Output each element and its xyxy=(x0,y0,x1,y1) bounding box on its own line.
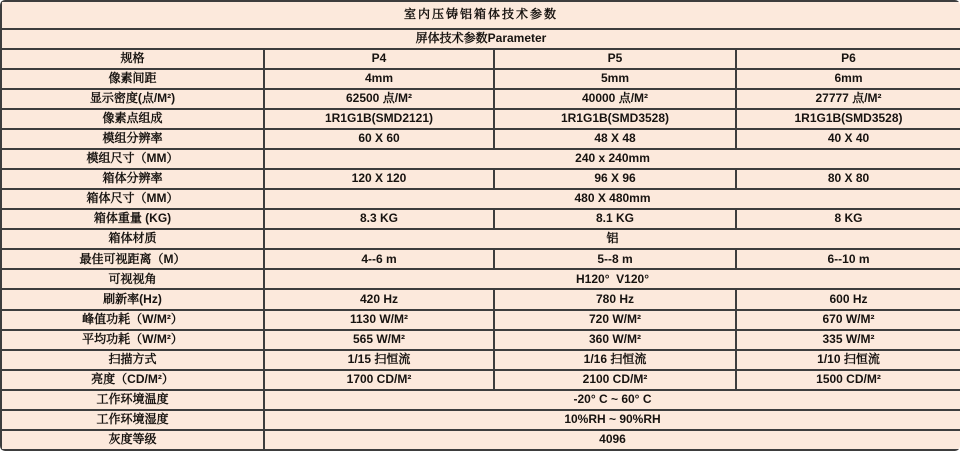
cell-p5: 5mm xyxy=(494,69,736,89)
cell-p4: 4mm xyxy=(264,69,494,89)
table-title-row xyxy=(1,1,960,29)
cell-merged: 铝 xyxy=(264,229,960,249)
table-row xyxy=(1,169,960,189)
table-row xyxy=(1,229,960,249)
cell-p4: 62500 点/M² xyxy=(264,89,494,109)
table-row xyxy=(1,269,960,289)
table-row xyxy=(1,89,960,109)
column-header-p6: P6 xyxy=(736,49,960,69)
cell-p6: 1500 CD/M² xyxy=(736,370,960,390)
cell-p4: 1/15 扫恒流 xyxy=(264,350,494,370)
cell-p4: 8.3 KG xyxy=(264,209,494,229)
cell-p4: 1R1G1B(SMD2121) xyxy=(264,109,494,129)
table-row xyxy=(1,410,960,430)
cell-p6: 335 W/M² xyxy=(736,330,960,350)
cell-p6: 40 X 40 xyxy=(736,129,960,149)
cell-p5: 8.1 KG xyxy=(494,209,736,229)
table-row xyxy=(1,430,960,450)
row-label: 工作环境温度 xyxy=(1,390,264,410)
column-header-spec: 规格 xyxy=(1,49,264,69)
row-label: 工作环境湿度 xyxy=(1,410,264,430)
table-subtitle: 屏体技术参数Parameter xyxy=(1,29,960,49)
row-label: 像素间距 xyxy=(1,69,264,89)
column-header-p5: P5 xyxy=(494,49,736,69)
table-row xyxy=(1,189,960,209)
cell-p5: 780 Hz xyxy=(494,289,736,309)
cell-p5: 48 X 48 xyxy=(494,129,736,149)
cell-p4: 420 Hz xyxy=(264,289,494,309)
table-row xyxy=(1,330,960,350)
row-label: 可视视角 xyxy=(1,269,264,289)
table-row xyxy=(1,249,960,269)
cell-p5: 1/16 扫恒流 xyxy=(494,350,736,370)
cell-p6: 6--10 m xyxy=(736,249,960,269)
cell-p6: 8 KG xyxy=(736,209,960,229)
cell-merged: 480 X 480mm xyxy=(264,189,960,209)
table-header-row xyxy=(1,49,960,69)
table-row xyxy=(1,69,960,89)
row-label: 模组分辨率 xyxy=(1,129,264,149)
row-label: 亮度（CD/M²） xyxy=(1,370,264,390)
page-title: 室内压铸铝箱体技术参数 xyxy=(1,1,960,29)
cell-p6: 6mm xyxy=(736,69,960,89)
cell-merged: 240 x 240mm xyxy=(264,149,960,169)
cell-p5: 96 X 96 xyxy=(494,169,736,189)
table-row xyxy=(1,289,960,309)
cell-p4: 1130 W/M² xyxy=(264,310,494,330)
cell-p6: 670 W/M² xyxy=(736,310,960,330)
cell-p5: 1R1G1B(SMD3528) xyxy=(494,109,736,129)
row-label: 平均功耗（W/M²） xyxy=(1,330,264,350)
cell-merged: 4096 xyxy=(264,430,960,450)
row-label: 最佳可视距离（M） xyxy=(1,249,264,269)
cell-merged: -20° C ~ 60° C xyxy=(264,390,960,410)
row-label: 模组尺寸（MM） xyxy=(1,149,264,169)
cell-p5: 40000 点/M² xyxy=(494,89,736,109)
row-label: 箱体分辨率 xyxy=(1,169,264,189)
table-row xyxy=(1,390,960,410)
table-row xyxy=(1,129,960,149)
row-label: 灰度等级 xyxy=(1,430,264,450)
table-row xyxy=(1,310,960,330)
table-row xyxy=(1,149,960,169)
column-header-p4: P4 xyxy=(264,49,494,69)
row-label: 箱体材质 xyxy=(1,229,264,249)
cell-p6: 1/10 扫恒流 xyxy=(736,350,960,370)
cell-p5: 2100 CD/M² xyxy=(494,370,736,390)
row-label: 像素点组成 xyxy=(1,109,264,129)
table-row xyxy=(1,370,960,390)
row-label: 显示密度(点/M²) xyxy=(1,89,264,109)
row-label: 箱体重量 (KG) xyxy=(1,209,264,229)
table-subtitle-row xyxy=(1,29,960,49)
cell-p4: 565 W/M² xyxy=(264,330,494,350)
cell-p4: 120 X 120 xyxy=(264,169,494,189)
cell-p5: 360 W/M² xyxy=(494,330,736,350)
row-label: 峰值功耗（W/M²） xyxy=(1,310,264,330)
cell-p4: 60 X 60 xyxy=(264,129,494,149)
cell-p5: 720 W/M² xyxy=(494,310,736,330)
cell-p4: 1700 CD/M² xyxy=(264,370,494,390)
cell-p6: 80 X 80 xyxy=(736,169,960,189)
row-label: 刷新率(Hz) xyxy=(1,289,264,309)
table-row xyxy=(1,209,960,229)
cell-p4: 4--6 m xyxy=(264,249,494,269)
cell-p6: 600 Hz xyxy=(736,289,960,309)
cell-merged: 10%RH ~ 90%RH xyxy=(264,410,960,430)
cell-p5: 5--8 m xyxy=(494,249,736,269)
row-label: 扫描方式 xyxy=(1,350,264,370)
table-row xyxy=(1,350,960,370)
cell-merged: H120° V120° xyxy=(264,269,960,289)
table-row xyxy=(1,109,960,129)
cell-p6: 1R1G1B(SMD3528) xyxy=(736,109,960,129)
row-label: 箱体尺寸（MM） xyxy=(1,189,264,209)
cell-p6: 27777 点/M² xyxy=(736,89,960,109)
